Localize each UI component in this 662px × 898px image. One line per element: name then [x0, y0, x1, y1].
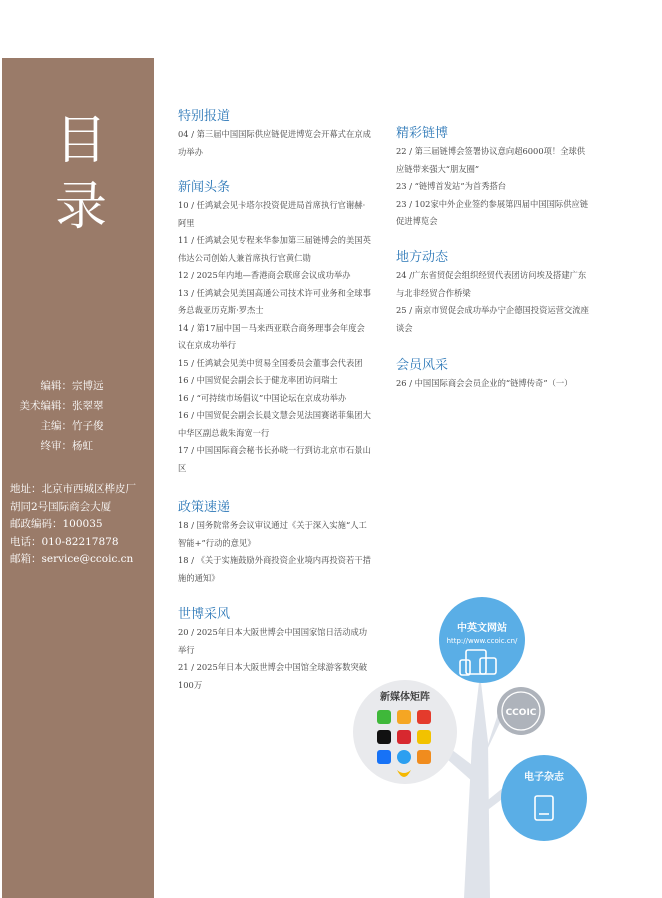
staff-row	[2, 416, 154, 436]
section-policy	[178, 499, 373, 587]
address-line: 地址：北京市西城区桦皮厂	[10, 483, 136, 495]
toc-entry[interactable]: 04 / 第三届中国国际供应链促进博览会开幕式在京成功举办	[178, 129, 371, 157]
section-title: 世博采风	[178, 607, 231, 622]
section-title: 会员风采	[396, 358, 449, 373]
toc-entry[interactable]: 24 /广东省贸促会组织经贸代表团访问埃及搭建广东与北非经贸合作桥梁	[396, 270, 587, 298]
douyin-icon[interactable]	[377, 730, 391, 744]
section-title: 新闻头条	[178, 180, 231, 195]
section-special-report	[178, 108, 373, 161]
jinri-icon[interactable]	[417, 750, 431, 764]
tencent-icon[interactable]	[397, 750, 411, 764]
staff-role: 终审：	[40, 440, 72, 452]
toc-entry[interactable]: 18 / 《关于实施鼓励外商投资企业境内再投资若干措施的通知》	[178, 555, 371, 583]
toc-entry[interactable]: 22 / 第三届链博会签署协议意向超6000项！全球供应链带来强大“朋友圈”	[396, 146, 586, 174]
staff-row	[2, 396, 154, 416]
staff-role: 编辑：	[40, 380, 72, 392]
staff-name: 杨虹	[72, 440, 93, 452]
toc-title-bottom: 录	[54, 177, 107, 237]
staff-name: 宗博远	[72, 380, 104, 392]
toutiao-icon[interactable]	[417, 710, 431, 724]
toc-title-top: 目	[54, 111, 107, 171]
section-chain-expo	[396, 125, 592, 231]
address-line: 胡同2号国际商会大厦	[10, 500, 112, 513]
phone-line: 电话：010-82217878	[10, 535, 119, 548]
section-title: 政策速递	[178, 500, 231, 515]
wechat-icon[interactable]	[377, 710, 391, 724]
toc-entry[interactable]: 11 / 任鸿斌会见专程来华参加第三届链博会的美国英伟达公司创始人兼首席执行官黄仁勋	[178, 235, 371, 263]
staff-row	[2, 376, 154, 396]
media-title: 新媒体矩阵	[380, 692, 430, 703]
logo-text: CCOIC	[505, 708, 537, 718]
e-magazine-circle[interactable]	[501, 755, 587, 841]
toc-entry[interactable]: 15 / 任鸿斌会见美中贸易全国委员会董事会代表团	[178, 357, 363, 368]
section-title: 精彩链博	[396, 126, 449, 141]
new-media-circle[interactable]	[353, 680, 457, 784]
toc-entry[interactable]: 20 / 2025年日本大阪世博会中国国家馆日活动成功举行	[178, 627, 368, 655]
toc-entry[interactable]: 26 / 中国国际商会会员企业的“链博传奇”（一）	[396, 378, 573, 388]
contact-info	[10, 481, 152, 569]
toc-entry[interactable]: 18 / 国务院常务会议审议通过《关于深入实施“人工智能+”行动的意见》	[178, 520, 367, 548]
toc-entry[interactable]: 10 / 任鸿斌会见卡塔尔投资促进局首席执行官谢赫·阿里	[178, 200, 366, 228]
staff-name: 张翠翠	[72, 400, 104, 412]
section-members	[396, 357, 592, 393]
toc-entry[interactable]: 16 / 中国贸促会副会长晨文慧会见法国赛诺菲集团大中华区副总裁朱海宽一行	[178, 410, 371, 438]
website-url: http://www.ccoic.cn/	[446, 637, 518, 645]
toc-entry[interactable]: 23 / “链博首发站”为首秀搭台	[396, 181, 507, 191]
staff-role: 主编：	[40, 420, 72, 432]
staff-list	[2, 376, 154, 456]
toc-entry[interactable]: 12 / 2025年内地—香港商会联席会议成功举办	[178, 270, 351, 280]
staff-row	[2, 436, 154, 456]
media-tree-graphic	[340, 592, 662, 898]
weibo-icon[interactable]	[397, 710, 411, 724]
section-local	[396, 249, 592, 337]
netease-icon[interactable]	[397, 730, 411, 744]
email-line: 邮箱：service@ccoic.cn	[10, 553, 134, 565]
toc-entry[interactable]: 23 / 102家中外企业签约参展第四届中国国际供应链促进博览会	[396, 198, 589, 226]
toc-entry[interactable]: 16 / 中国贸促会副会长于健龙率团访问瑞士	[178, 375, 338, 385]
toc-entry[interactable]: 25 / 南京市贸促会成功举办宁企德国投资运营交流座谈会	[396, 305, 589, 333]
section-headlines	[178, 179, 373, 477]
sidebar	[2, 58, 154, 898]
baijia-icon[interactable]	[417, 730, 431, 744]
zhihu-icon[interactable]	[377, 750, 391, 764]
section-title: 特别报道	[178, 109, 231, 124]
magazine-title: 电子杂志	[524, 772, 564, 783]
website-circle[interactable]	[439, 597, 525, 683]
website-title: 中英文网站	[457, 623, 507, 634]
staff-name: 竹子俊	[72, 420, 104, 432]
toc-entry[interactable]: 17 / 中国国际商会秘书长孙晓一行到访北京市石景山区	[178, 445, 371, 473]
postcode-line: 邮政编码：100035	[10, 518, 103, 530]
toc-entry[interactable]: 13 / 任鸿斌会见美国高通公司技术许可业务和全球事务总裁亚历克斯·罗杰士	[178, 287, 371, 315]
toc-entry[interactable]: 14 / 第17届中国－马来西亚联合商务理事会年度会议在京成功举行	[178, 322, 365, 350]
ccoic-logo	[497, 687, 545, 735]
toc-entry[interactable]: 16 / “可持续市场倡议”中国论坛在京成功举办	[178, 392, 347, 403]
staff-role: 美术编辑：	[19, 400, 72, 412]
section-title: 地方动态	[396, 250, 449, 265]
toc-entry[interactable]: 21 / 2025年日本大阪世博会中国馆全球游客数突破100万	[178, 662, 368, 690]
